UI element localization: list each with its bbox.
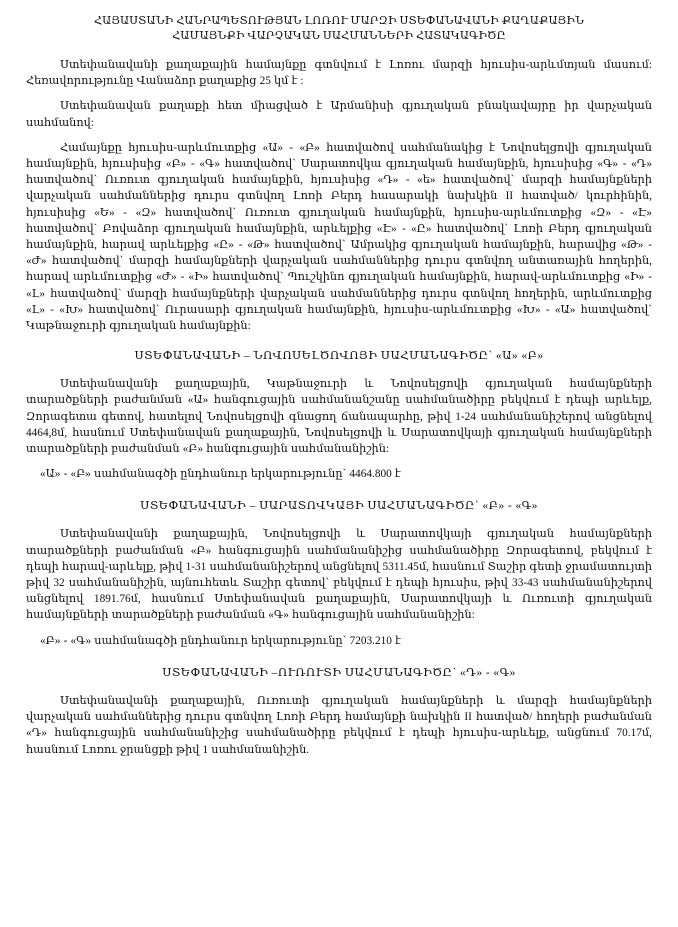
page-title-line-2: ՀԱՄԱՅՆՔԻ ՎԱՐՉԱԿԱՆ ՍԱՀՄԱՆՆԵՐԻ ՀԱՏԱԿԱԳԻԾԸ xyxy=(172,29,506,42)
section-heading-saratovka: ՍՏԵՓԱՆԱՎԱՆԻ – ՍԱՐԱՏՈՎԿԱՅԻ ՍԱՀՄԱՆԱԳԻԾԸ` «Բ» - «Գ» xyxy=(140,499,538,513)
paragraph-armanis-merge: Ստեփանավան քաղաքի հետ միացված է Արմանիսի գյուղական բնակավայրը իր վարչական սահմանով: xyxy=(26,100,652,129)
section-heading-novoselcovo: ՍՏԵՓԱՆԱՎԱՆԻ – ՆՈՎՈՍԵԼԾՈՎՈՅԻ ՍԱՀՄԱՆԱԳԻԾԸ` «Ա» «Բ» xyxy=(134,349,544,363)
paragraph-saratovka-length: «Բ» - «Գ» սահմանագծի ընդհանուր երկարությունը` 7203.210 է xyxy=(40,634,401,647)
paragraph-intro-location: Ստեփանավանի քաղաքային համայնքը գտնվում է Լոռու մարզի հյուսիս-արևմտյան մասում: Հեռավորությունը Վանաձոր քաղաքից 25 կմ է : xyxy=(26,59,652,88)
section-heading-urut: ՍՏԵՓԱՆԱՎԱՆԻ –ՈՒՌՈՒՏԻ ՍԱՀՄԱՆԱԳԻԾԸ` «Դ» - «Գ» xyxy=(162,665,516,679)
paragraph-novoselcovo-description: Ստեփանավանի քաղաքային, Կաթնաջուրի և Նովոսելցովի գյուղական համայնքների տարածքների բաժանման «Ա» հանգուցային սահմանանշանը սահմանածիրը բեկվում է դեպի արևելք, Զորագետա գետով, հատելով Նովոսելցովի գնացող ճանապարհը, թիվ 1-24 սահմանանիշերով անցնելով 4464,8մ, հասնում Ստեփանավան քաղաքային, Նովոսելցովի և Սարատովկայի գյուղական համայնքների տարածքների բաժանման «Բ» հանգուցային սահմանանիշին: xyxy=(26,378,652,456)
paragraph-boundary-overview: Համայնքը հյուսիս-արևմուտքից «Ա» - «Բ» հատվածով սահմանակից է Նովոսելցովի գյուղական համայնքին, հյուսիսից «Բ» - «Գ» հատվածով` Սարատովկա գյուղական համայնքին, հյուսիսից «Գ» - «Դ» հատվածով` Ուռուտ գյուղական համայնքին, հյուսիսից «Դ» - «ե» հատվածով` մարզի համայնքների վարչական սահմաններից դուրս գտնվող Լոռի Բերդ հասարակի նախկին II հատված/ կուրհինին, հյուսիսից «Ե» - «Զ» հատվածով` Ուռուտ գյուղական համայնքին, հյուսիս-արևմուտքից «Զ» - «Է» հատվածով` Բովաձոր գյուղական համայնքին, արևելքից «Է» - «Ը» հատվածով` Լոռի Բերդ գյուղական համայնքին, հարավ արևելքից «Ը» - «Թ» հատվածով` Ամրակից գյուղական համայնքին, հարավից «Թ» - «Ժ» հատվածով` մարզի համայնքների վարչական սահմաններից դուրս գտնվող անտառային հողերին, հարավ արևմուտքից «Ժ» - «Ի» հատվածով` Պուշկինո գյուղական համայնքին, հարավ-արևմուտքից «Ի» - «Լ» հատվածով` մարզի համայնքների վարչական սահմաններից դուրս գտնվող հողերին, արևմուտքից «Լ» - «Խ» հատվածով` Ուրասարի գյուղական համայնքին, հյուսիս-արևմուտքից «Խ» - «Ա» հատվածով` Կաթնաջուրի գյուղական համայնքին: xyxy=(26,141,652,333)
paragraph-novoselcovo-length: «Ա» - «Բ» սահմանագծի ընդհանուր երկարությունը` 4464.800 է xyxy=(40,468,401,481)
paragraph-urut-description: Ստեփանավանի քաղաքային, Ուռուտի գյուղական համայնքների և մարզի համայնքների վարչական սահմաններից դուրս գտնվող Լոռի Բերդ համայնքի նախկին II հատված/ հողերի բաժանման «Դ» հանգուցային սահմանանիշից սահմանածիրը բեկվում է դեպի հյուսիս-արևելք, անցնում 70.17մ, հասնում Լոռու ջրանցքի թիվ 1 սահմանանիշին. xyxy=(26,694,652,756)
paragraph-saratovka-description: Ստեփանավանի քաղաքային, Նովոսելցովի և Սարատովկայի գյուղական համայնքների տարածքների բաժանման «Բ» հանգուցային սահմանանիշից սահմանածիրը Զորագետով, բեկվում է դեպի հարավ-արևելք, թիվ 1-31 սահմանանիշերով անցնելով 5311.45մ, հասնում Տաշիր գետի ջրամատույտի թիվ 32 սահմանանիշին, այնուհետև Տաշիր գետով` բեկվում է դեպի հյուսիս, թիվ 33-43 սահմանանիշերով անցնելով 1891.76մ, հասնում Ստեփանավան քաղաքային, Սարատովկայի և Ուռուտի գյուղական համայնքների տարածքների բաժանման «Գ» հանգուցային սահմանանիշին: xyxy=(26,528,652,622)
page-title-line-1: ՀԱՅԱՍՏԱՆԻ ՀԱՆՐԱՊԵՏՈՒԹՅԱՆ ԼՈՌՈՒ ՄԱՐԶԻ ՍՏԵՓԱՆԱՎԱՆԻ ՔԱՂԱՔԱՅԻՆ xyxy=(94,15,584,27)
page-title xyxy=(26,14,652,43)
